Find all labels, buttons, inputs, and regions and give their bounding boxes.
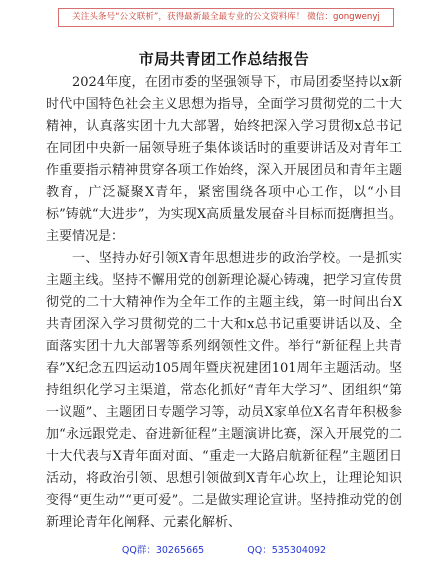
promo-banner: 关注头条号“公文联析”，获得最新最全最专业的公文资料库！ 微信：gongwenyj <box>58 8 394 27</box>
qq-group: QQ群：30265665 <box>121 545 205 556</box>
footer-contact <box>0 542 448 556</box>
document-title: 市局共青团工作总结报告 <box>138 50 310 68</box>
qq-number: QQ：535304092 <box>247 545 327 556</box>
intro-paragraph: 2024年度，在团市委的坚强领导下，市局团委坚持以x新时代中国特色社会主义思想为指导，全面学习贯彻党的二十大精神，认真落实团十九大部署，始终把深入学习贯彻x总书记在同团中央新一届领导班子集体谈话时的重要讲话及对青年工作重要指示精神贯穿各项工作始终，深入开展团员和青年主题教育，广泛凝聚X青年，紧密围绕各项中心工作，以“小目标”铸就“大进步”，为实现X高质量发展奋斗目标而挺膺担当。主要情况是： <box>46 75 402 244</box>
document-body <box>46 72 402 534</box>
section-one-paragraph: 一、坚持办好引领X青年思想进步的政治学校。一是抓实主题主线。坚持不懈用党的创新理论凝心铸魂，把学习宣传贯彻党的二十大精神作为全年工作的主题主线，第一时间出台X共青团深入学习贯彻党的二十大和x总书记重要讲话以及、全面落实团十九大部署等系列纲领性文件。举行“新征程上共青春”X纪念五四运动105周年暨庆祝建团101周年主题活动。坚持组织化学习主渠道，常态化抓好“青年大学习”、团组织“第一议题”、主题团日专题学习等，动员X家单位X名青年积极参加“永远跟党走、奋进新征程”主题演讲比赛，深入开展党的二十大代表与X青年面对面、“重走一大路启航新征程”主题团日活动，将政治引领、思想引领做到X青年心坎上，让理论知识变得“更生动”“更可爱”。二是做实理论宣讲。坚持推动党的创新理论青年化阐释、元素化解析、 <box>46 251 402 530</box>
